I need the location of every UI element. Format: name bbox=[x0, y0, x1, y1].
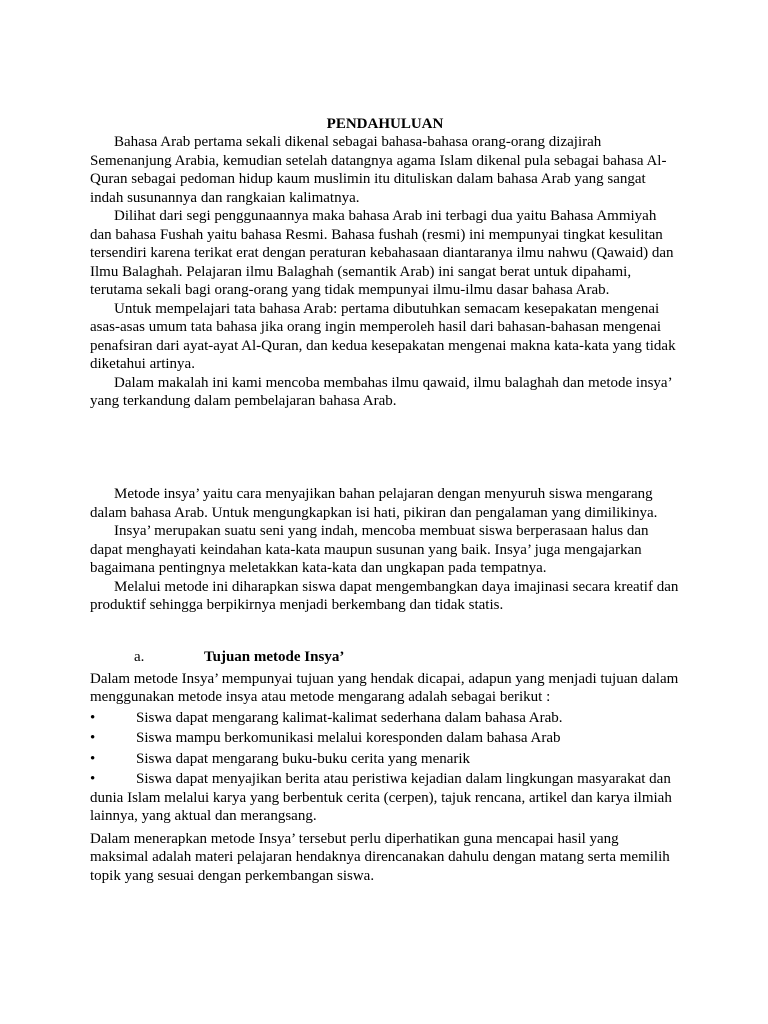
page-title: PENDAHULUAN bbox=[326, 116, 444, 132]
bullet-icon: • bbox=[90, 709, 96, 726]
section-a-heading bbox=[90, 648, 680, 667]
list-item bbox=[90, 750, 680, 769]
insya-paragraph-3: Melalui metode ini diharapkan siswa dapat mengembangkan daya imajinasi secara kreatif dan produktif sehingga berpikirnya menjadi berkembang dan tidak statis. bbox=[90, 578, 679, 613]
section-a-closing: Dalam menerapkan metode Insya’ tersebut perlu diperhatikan guna mencapai hasil yang maksimal adalah materi pelajaran hendaknya direncanakan dahulu dengan matang serta memilih topik yang sesuai dengan perkembangan siswa. bbox=[90, 830, 670, 884]
section-a-heading-text: Tujuan metode Insya’ bbox=[204, 649, 345, 665]
objectives-list bbox=[90, 709, 680, 826]
insya-section bbox=[90, 485, 680, 615]
list-item-text: Siswa mampu berkomunikasi melalui koresponden dalam bahasa Arab bbox=[136, 730, 561, 746]
intro-paragraph-4: Dalam makalah ini kami mencoba membahas ilmu qawaid, ilmu balaghah dan metode insya’ yang terkandung dalam pembelajaran bahasa Arab. bbox=[90, 374, 672, 409]
intro-section bbox=[90, 133, 680, 411]
intro-paragraph-1: Bahasa Arab pertama sekali dikenal sebagai bahasa-bahasa orang-orang dizajirah Semenanjung Arabia, kemudian setelah datangnya agama Islam dikenal pula sebagai bahasa Al-Quran sebagai pedoman hidup kaum muslimin itu dituliskan dalam bahasa Arab yang sangat indah susunannya dan rangkaian kalimatnya. bbox=[90, 134, 667, 206]
section-a-lead: Dalam metode Insya’ mempunyai tujuan yang hendak dicapai, adapun yang menjadi tujuan dalam menggunakan metode insya atau metode mengarang adalah sebagai berikut : bbox=[90, 670, 679, 705]
insya-paragraph-2: Insya’ merupakan suatu seni yang indah, mencoba membuat siswa berperasaan halus dan dapat menghayati keindahan kata-kata maupun susunan yang baik. Insya’ juga mengajarkan bagaimana pentingnya meletakkan kata-kata dan ungkapan pada tempatnya. bbox=[90, 523, 649, 576]
intro-paragraph-3: Untuk mempelajari tata bahasa Arab: pertama dibutuhkan semacam kesepakatan mengenai asas-asas umum tata bahasa jika orang ingin memperoleh hasil dari bahasan-bahasan mengenai penafsiran dari ayat-ayat Al-Quran, dan kedua kesepakatan mengenai makna kata-kata yang tidak diketahui artinya. bbox=[90, 300, 676, 372]
bullet-icon: • bbox=[90, 750, 96, 767]
list-item-text: Siswa dapat mengarang buku-buku cerita yang menarik bbox=[136, 750, 471, 767]
list-item bbox=[90, 770, 680, 826]
list-item-text: Siswa dapat menyajikan berita atau peristiwa kejadian dalam lingkungan masyarakat dan dunia Islam melalui karya yang berbentuk cerita (cerpen), tajuk rencana, artikel dan karya ilmiah lainnya, yang aktual dan merangsang. bbox=[90, 771, 672, 824]
list-item bbox=[90, 729, 680, 748]
list-item-text: Siswa dapat mengarang kalimat-kalimat sederhana dalam bahasa Arab. bbox=[136, 709, 563, 726]
section-a bbox=[90, 648, 680, 885]
bullet-icon: • bbox=[90, 730, 96, 746]
bullet-icon: • bbox=[90, 771, 96, 787]
intro-paragraph-2: Dilihat dari segi penggunaannya maka bahasa Arab ini terbagi dua yaitu Bahasa Ammiyah dan bahasa Fushah yaitu bahasa Resmi. Bahasa fushah (resmi) ini mempunyai tingkat kesulitan tersendiri karena terikat erat dengan peraturan kebahasaan diantaranya ilmu nahwu (Qawaid) dan Ilmu Balaghah. Pelajaran ilmu Balaghah (semantik Arab) ini sangat berat untuk dipahami, terutama sekali bagi orang-orang yang tidak mempunyai ilmu-ilmu dasar bahasa Arab. bbox=[90, 208, 674, 298]
insya-paragraph-1: Metode insya’ yaitu cara menyajikan bahan pelajaran dengan menyuruh siswa mengarang dalam bahasa Arab. Untuk mengungkapkan isi hati, pikiran dan pengalaman yang dimilikinya. bbox=[90, 486, 658, 521]
section-a-letter: a. bbox=[134, 649, 145, 665]
list-item bbox=[90, 709, 680, 728]
